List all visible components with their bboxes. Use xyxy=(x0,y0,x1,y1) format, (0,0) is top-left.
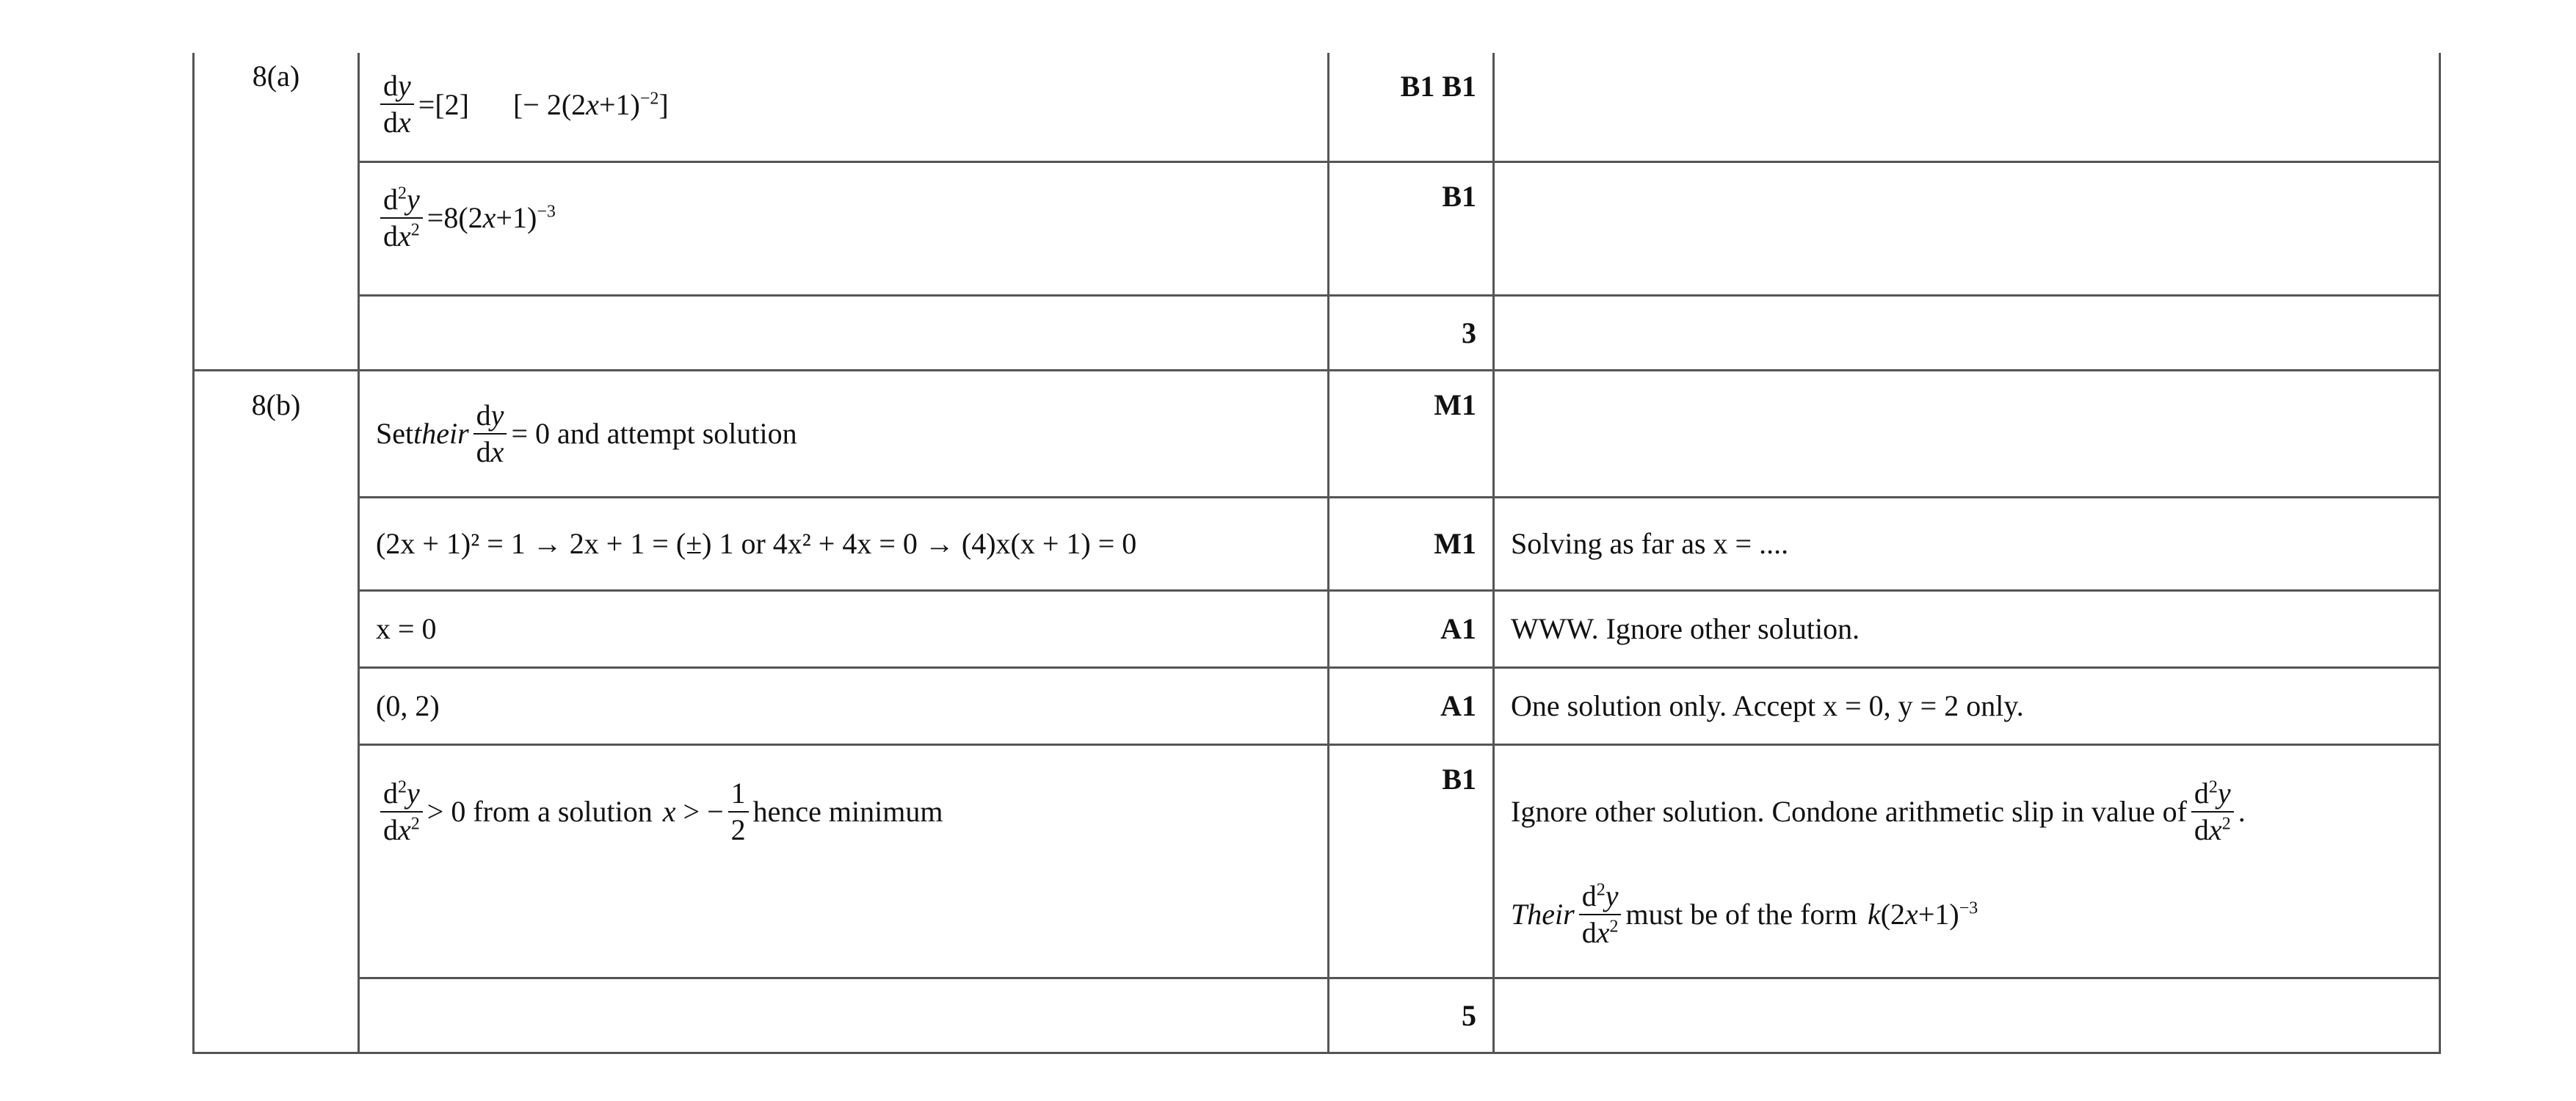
guidance-cell: WWW. Ignore other solution. xyxy=(1494,590,2440,667)
answer-cell xyxy=(359,978,1329,1053)
guidance-cell xyxy=(1494,370,2440,497)
mark-cell: B1 xyxy=(1329,744,1494,978)
mark-cell: A1 xyxy=(1329,590,1494,667)
answer-cell: (0, 2) xyxy=(359,667,1329,744)
guidance-cell xyxy=(1494,978,2440,1053)
guidance-cell: Ignore other solution. Condone arithmetic slip in value of $\frac{d^2y}{dx^2}$ . Their $\frac{d^2y}{dx^2}$ must be of the form $k(2x+1)^{-3}$ xyxy=(1494,744,2440,978)
guidance-cell xyxy=(1494,161,2440,295)
answer-cell: $\frac{dy}{dx}$ =[2] [− $2(2x+1)^{-2}$] xyxy=(359,53,1329,161)
mark-cell: B1 B1 xyxy=(1329,53,1494,161)
mark-cell: M1 xyxy=(1329,370,1494,497)
mark-cell: M1 xyxy=(1329,497,1494,590)
answer-cell: (2x + 1)² = 1 → 2x + 1 = (±) 1 or 4x² + 4x = 0 → (4)x(x + 1) = 0 xyxy=(359,497,1329,590)
mark-cell: A1 xyxy=(1329,667,1494,744)
answer-cell xyxy=(359,295,1329,370)
guidance-cell: One solution only. Accept x = 0, y = 2 only. xyxy=(1494,667,2440,744)
answer-cell: x = 0 xyxy=(359,590,1329,667)
guidance-cell: Solving as far as x = .... xyxy=(1494,497,2440,590)
question-number-8a: 8(a) xyxy=(194,53,359,370)
question-number-8b: 8(b) xyxy=(194,370,359,1053)
total-mark-cell: 3 xyxy=(1329,295,1494,370)
total-mark-cell: 5 xyxy=(1329,978,1494,1053)
mark-scheme-table xyxy=(192,53,2384,1045)
mark-cell: B1 xyxy=(1329,161,1494,295)
answer-cell: $\frac{d^2y}{dx^2}$ > 0 from a solution x > − $\frac{1}{2}$ hence minimum xyxy=(359,744,1329,978)
guidance-cell xyxy=(1494,295,2440,370)
guidance-cell xyxy=(1494,53,2440,161)
answer-cell: $\frac{d^2y}{dx^2}$ $=8(2x+1)^{-3}$ xyxy=(359,161,1329,295)
answer-cell: Set their $\frac{dy}{dx}$ = 0 and attempt solution xyxy=(359,370,1329,497)
